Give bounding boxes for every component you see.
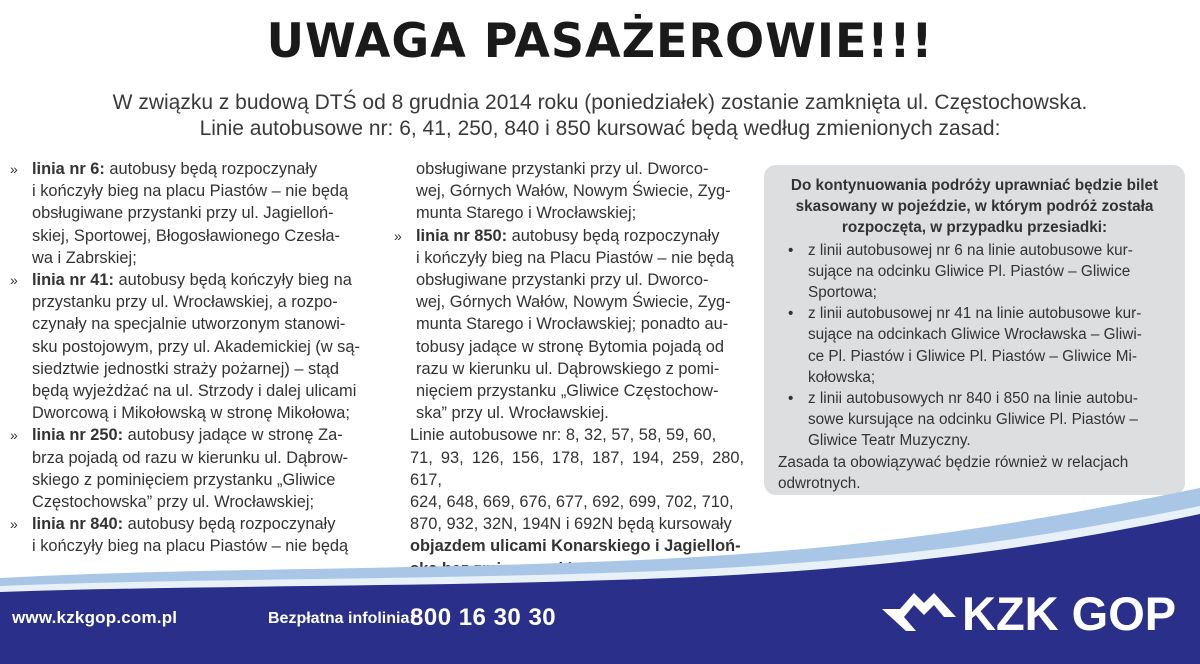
text-line: wa i Zabrskiej; [32, 248, 137, 267]
kzk-chevron-logo-icon [880, 583, 958, 639]
bullet-chevron-icon: » [10, 427, 18, 444]
bullet-chevron-icon: » [10, 516, 18, 533]
intro-line: W związku z budową DTŚ od 8 grudnia 2014 roku (poniedziałek) zostanie zamknięta ul. Częstochowska. [112, 91, 1088, 114]
text-line: razu w kierunku ul. Dąbrowskiego z pomi- [416, 359, 720, 378]
text-line: Częstochowska” przy ul. Wrocławskiej; [32, 493, 315, 512]
line-label: linia nr 850: [416, 226, 508, 245]
text-line: sujące na odcinkach Gliwice Wrocławska – Gliwi- [808, 326, 1142, 344]
text-line: i kończyły bieg na Placu Piastów – nie będą [416, 248, 734, 267]
line-label: linia nr 840: [32, 515, 124, 534]
text-line: siedztwie jednostki straży pożarnej) – stąd [32, 359, 340, 378]
text-line: 624, 648, 669, 676, 677, 692, 699, 702, 710, [410, 493, 734, 512]
bold-text-line: objazdem ulicami Konarskiego i Jagielloń- [410, 537, 741, 556]
text-line: munta Starego i Wrocławskiej; ponadto au- [416, 315, 729, 334]
text-line: autobusy będą rozpoczynały [507, 226, 720, 245]
text-line: 870, 932, 32N, 194N i 692N będą kursowały [410, 515, 732, 534]
text-line: skasowany w pojeździe, w którym podróż została [795, 198, 1154, 216]
text-line: sujące na odcinku Gliwice Pl. Piastów – Gliwice [808, 262, 1131, 280]
kzk-gop-logo-text: KZK GOP [962, 587, 1177, 640]
line-label: linia nr 6: [32, 160, 105, 178]
website-link[interactable]: www.kzkgop.com.pl [12, 608, 178, 627]
text-line: Do kontynuowania podróży uprawniać będzie bilet [790, 177, 1159, 194]
text-line: wej, Górnych Wałów, Nowym Świecie, Zyg- [416, 182, 731, 201]
text-line: Linie autobusowe nr: 8, 32, 57, 58, 59, 60, [410, 426, 717, 445]
bullet-dot-icon: • [788, 390, 794, 408]
text-line: z linii autobusowej nr 41 na linie autobusowe kur- [808, 305, 1142, 323]
text-line: autobusy będą kończyły bieg na [113, 271, 352, 290]
text-line: Sportowa; [808, 284, 877, 302]
text-line: odwrotnych. [778, 474, 861, 492]
text-line: rozpoczęta, w przypadku przesiadki: [841, 219, 1108, 237]
text-line: obsługiwane przystanki przy ul. Dworco- [416, 271, 709, 290]
text-line: z linii autobusowych nr 840 i 850 na linie autobu- [808, 390, 1138, 408]
text-line: będą wyjeżdżać na ul. Strzody i dalej ulicami [32, 382, 357, 401]
text-line: obsługiwane przystanki przy ul. Dworco- [416, 160, 709, 178]
text-line: munta Starego i Wrocławskiej; [416, 204, 637, 223]
text-line: tobusy jadące w stronę Bytomia pojadą od [416, 337, 724, 356]
text-line: skiej, Sportowej, Błogosławionego Czesła- [32, 226, 340, 245]
hotline-label: Bezpłatna infolinia: [268, 610, 415, 627]
text-line: czynały na specjalnie utworzonym stanowi- [32, 315, 346, 334]
text-line: skiego z pominięciem przystanku „Gliwice [32, 470, 336, 489]
text-line: Gliwice Teatr Muzyczny. [808, 432, 971, 450]
text-line: 71, 93, 126, 156, 178, 187, 194, 259, 280, 617, [410, 448, 744, 489]
text-line: kołowska; [808, 368, 876, 386]
text-line: i kończyły bieg na placu Piastów – nie będą [32, 182, 349, 201]
intro-line: Linie autobusowe nr: 6, 41, 250, 840 i 850 kursować będą według zmienionych zasad: [199, 117, 1001, 140]
text-line: ce Pl. Piastów i Gliwice Pl. Piastów – Gliwice Mi- [808, 347, 1137, 365]
text-line: autobusy będą rozpoczynały [123, 515, 336, 534]
text-line: wej, Górnych Wałów, Nowym Świecie, Zyg- [416, 293, 731, 312]
text-line: autobusy będą rozpoczynały [104, 160, 318, 178]
text-line: przystanku przy ul. Wrocławskiej, a rozpo- [32, 293, 338, 312]
text-line: Dworcową i Mikołowską w stronę Mikołowa; [32, 404, 350, 423]
bullet-chevron-icon: » [10, 272, 18, 289]
text-line: ska” przy ul. Wrocławskiej. [416, 404, 609, 423]
bullet-chevron-icon: » [10, 161, 18, 177]
bullet-chevron-icon: » [394, 227, 402, 244]
text-line: obsługiwane przystanki przy ul. Jagielloń- [32, 204, 334, 223]
line-label: linia nr 41: [32, 271, 114, 290]
text-line: nięciem przystanku „Gliwice Częstochow- [416, 382, 719, 401]
bullet-dot-icon: • [788, 305, 794, 323]
poster-title: UWAGA PASAŻEROWIE!!! [266, 14, 934, 69]
text-line: autobusy jadące w stronę Za- [123, 426, 343, 445]
text-line: z linii autobusowej nr 6 na linie autobusowe kur- [808, 241, 1133, 259]
line-label: linia nr 250: [32, 426, 124, 445]
text-line: sowe kursujące na odcinku Gliwice Pl. Piastów – [808, 411, 1138, 429]
text-line: i kończyły bieg na placu Piastów – nie będą [32, 537, 349, 556]
text-line: brza pojadą od razu w kierunku ul. Dąbrow- [32, 448, 349, 467]
bullet-dot-icon: • [788, 241, 794, 259]
text-line: Zasada ta obowiązywać będzie również w relacjach [778, 453, 1129, 471]
text-line: sku postojowym, przy ul. Akademickiej (w są- [32, 337, 360, 356]
hotline-number: 800 16 30 30 [410, 604, 557, 631]
